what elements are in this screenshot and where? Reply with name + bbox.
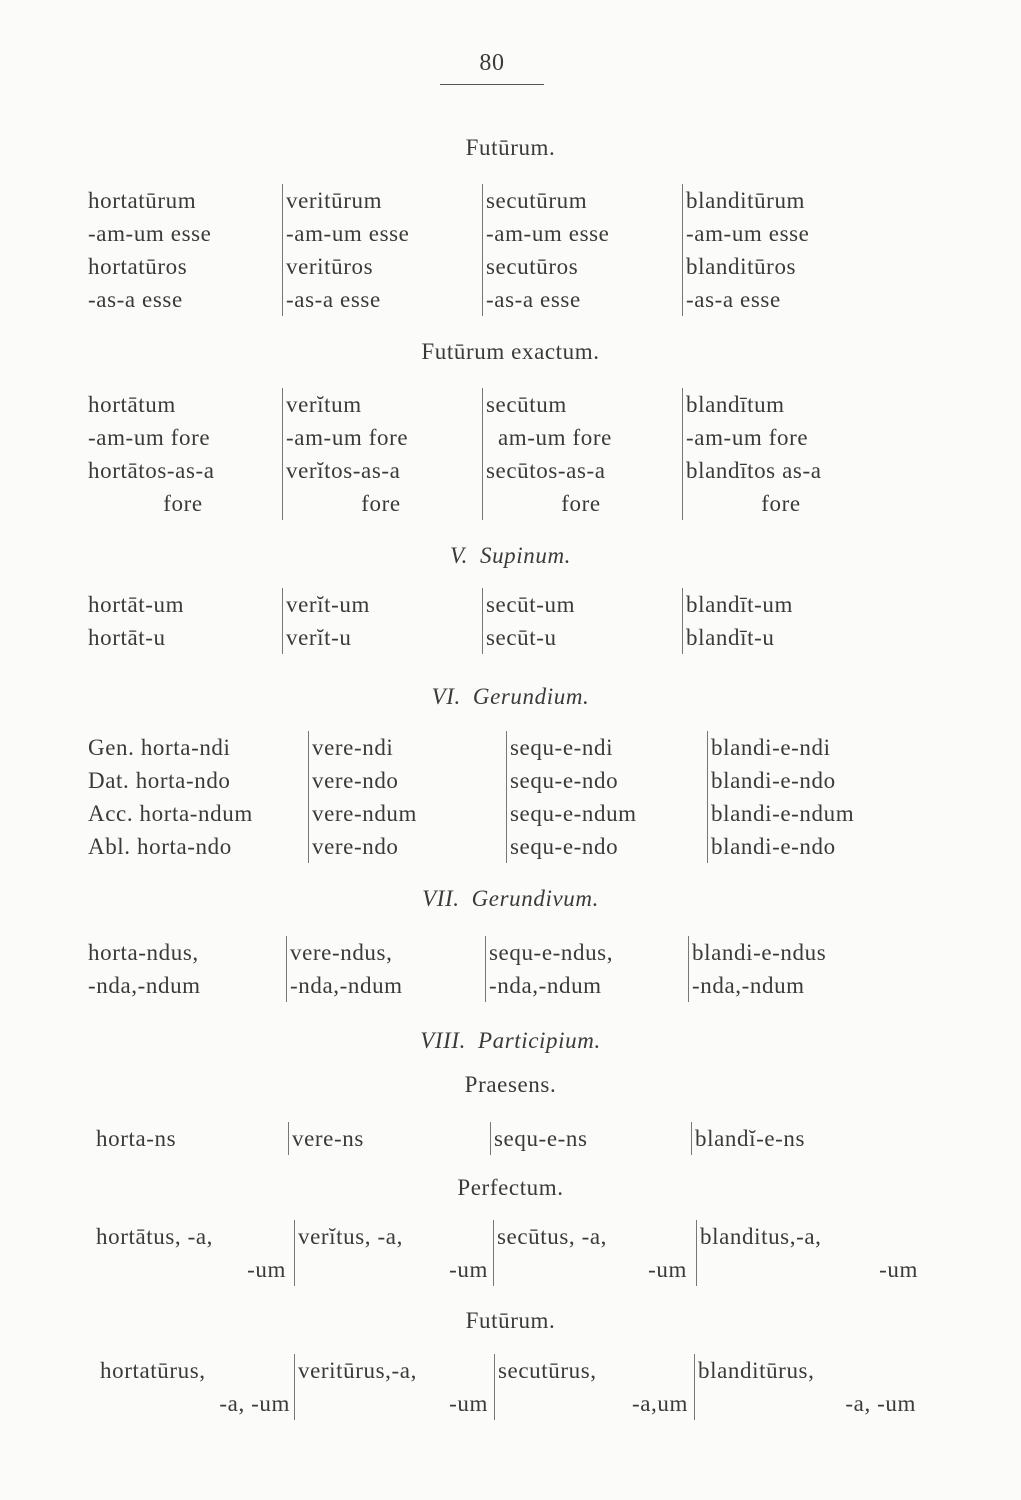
table-cell: veritūrum — [286, 188, 383, 213]
table-cell: horta-ndus, — [88, 940, 199, 965]
table-cell: blanditus,-a, — [700, 1224, 822, 1249]
table-cell: veritūros — [286, 254, 374, 279]
table-cell: secutūrus, — [498, 1358, 597, 1383]
futurum-participium-column-3 — [494, 1354, 688, 1420]
table-cell: hortatūrus, — [100, 1358, 206, 1383]
table-cell: -um — [648, 1257, 687, 1282]
table-cell: sequ-e-ndus, — [489, 940, 614, 965]
table-cell: secūtum — [486, 392, 567, 417]
gerundium-column-2 — [308, 731, 502, 863]
futurum-column-2 — [282, 184, 476, 316]
table-cell: Dat. horta-ndo — [88, 768, 231, 793]
table-cell: hortātum — [88, 392, 176, 417]
table-cell: -am-um fore — [286, 425, 409, 450]
supinum-column-4 — [682, 588, 876, 654]
table-cell: vere-ndo — [312, 834, 399, 859]
perfectum-column-4 — [696, 1220, 918, 1286]
table-cell: fore — [761, 491, 801, 516]
heading-perfectum: Perfectum. — [457, 1175, 564, 1200]
table-cell: vere-ndum — [312, 801, 418, 826]
table-cell: Gen. horta-ndi — [88, 735, 231, 760]
futurum-table — [88, 184, 968, 316]
supinum-column-2 — [282, 588, 476, 654]
futurum-participium-column-1 — [100, 1354, 290, 1420]
page-number: 80 — [479, 50, 505, 76]
table-cell: blandīt-u — [686, 625, 775, 650]
heading-praesens: Praesens. — [464, 1072, 557, 1097]
table-cell: -nda,-ndum — [489, 973, 602, 998]
heading-futurum: Futūrum. — [465, 135, 556, 160]
table-cell: horta-ns — [96, 1126, 177, 1151]
table-cell: secūt-um — [486, 592, 576, 617]
praesens-column-2 — [288, 1122, 482, 1155]
page-number-rule — [440, 84, 544, 85]
gerundium-column-1 — [88, 731, 303, 863]
table-cell: -am-um esse — [486, 221, 610, 246]
table-cell: fore — [561, 491, 601, 516]
perfectum-column-1 — [96, 1220, 286, 1286]
table-cell: secūtos-as-a — [486, 458, 606, 483]
section-title: Supinum. — [479, 543, 572, 568]
table-cell: blandi-e-ndum — [711, 801, 855, 826]
gerundium-column-4 — [707, 731, 911, 863]
futurum-participium-column-4 — [694, 1354, 916, 1420]
section-title: Participium. — [477, 1028, 601, 1053]
table-cell: vere-ndus, — [290, 940, 393, 965]
gerundivum-column-1 — [88, 936, 278, 1002]
table-cell: -am-um esse — [686, 221, 810, 246]
table-cell: am-um fore — [498, 425, 612, 450]
futurum-column-3 — [482, 184, 676, 316]
table-cell: secutūros — [486, 254, 579, 279]
table-cell: vere-ns — [292, 1126, 364, 1151]
table-cell: verĭtum — [286, 392, 362, 417]
table-cell: -am-um esse — [88, 221, 212, 246]
gerundivum-column-4 — [688, 936, 892, 1002]
table-cell: veritūrus,-a, — [298, 1358, 417, 1383]
futurum-exactum-column-2 — [282, 388, 476, 520]
table-cell: -as-a esse — [286, 287, 381, 312]
futurum-exactum-column-1 — [88, 388, 278, 520]
table-cell: -am-um fore — [88, 425, 211, 450]
section-numeral: VI. — [431, 684, 461, 709]
table-cell: -um — [449, 1257, 488, 1282]
futurum-participium-table — [100, 1354, 980, 1420]
futurum-column-1 — [88, 184, 278, 316]
table-cell: sequ-e-ndo — [510, 768, 619, 793]
table-cell: hortātus, -a, — [96, 1224, 214, 1249]
table-cell: hortāt-um — [88, 592, 185, 617]
table-cell: secūt-u — [486, 625, 557, 650]
table-cell: blandīt-um — [686, 592, 793, 617]
table-cell: verĭtus, -a, — [298, 1224, 403, 1249]
heading-gerundivum — [0, 886, 1021, 912]
table-cell: sequ-e-ndum — [510, 801, 637, 826]
table-cell: Acc. horta-ndum — [88, 801, 253, 826]
heading-futurum-exactum: Futūrum exactum. — [421, 339, 600, 364]
praesens-column-1 — [96, 1122, 286, 1155]
table-cell: fore — [163, 491, 203, 516]
table-cell: blandi-e-ndi — [711, 735, 831, 760]
table-cell: hortatūros — [88, 254, 188, 279]
table-cell: blandītum — [686, 392, 785, 417]
table-cell: blandĭ-e-ns — [695, 1126, 806, 1151]
table-cell: -a,um — [631, 1391, 688, 1416]
table-cell: blandi-e-ndo — [711, 834, 836, 859]
table-cell: sequ-e-ndo — [510, 834, 619, 859]
heading-gerundium — [0, 684, 1021, 710]
table-cell: vere-ndo — [312, 768, 399, 793]
table-cell: Abl. horta-ndo — [88, 834, 232, 859]
gerundivum-column-2 — [286, 936, 480, 1002]
table-cell: verĭt-u — [286, 625, 352, 650]
supinum-column-3 — [482, 588, 676, 654]
table-cell: fore — [361, 491, 401, 516]
perfectum-column-2 — [294, 1220, 488, 1286]
table-cell: hortatūrum — [88, 188, 197, 213]
futurum-exactum-column-4 — [682, 388, 876, 520]
table-cell: -um — [879, 1257, 918, 1282]
gerundivum-column-3 — [485, 936, 679, 1002]
praesens-column-4 — [691, 1122, 885, 1155]
table-cell: vere-ndi — [312, 735, 394, 760]
gerundium-table — [88, 731, 968, 863]
section-title: Gerundium. — [472, 684, 590, 709]
futurum-exactum-table — [88, 388, 968, 520]
supinum-table — [88, 588, 968, 654]
table-cell: -am-um esse — [286, 221, 410, 246]
futurum-participium-column-2 — [294, 1354, 488, 1420]
section-title: Gerundivum. — [471, 886, 599, 911]
table-cell: -as-a esse — [686, 287, 781, 312]
table-cell: -nda,-ndum — [88, 973, 201, 998]
table-cell: hortāt-u — [88, 625, 166, 650]
supinum-column-1 — [88, 588, 278, 654]
table-cell: -a, -um — [219, 1391, 290, 1416]
gerundium-column-3 — [506, 731, 700, 863]
table-cell: sequ-e-ns — [494, 1126, 588, 1151]
table-cell: blandi-e-ndus — [692, 940, 827, 965]
table-cell: -nda,-ndum — [692, 973, 805, 998]
table-cell: secūtus, -a, — [497, 1224, 608, 1249]
gerundivum-table — [88, 936, 968, 1002]
perfectum-table — [96, 1220, 976, 1286]
heading-futurum-participium: Futūrum. — [465, 1308, 556, 1333]
perfectum-column-3 — [493, 1220, 687, 1286]
table-cell: verĭt-um — [286, 592, 370, 617]
table-cell: -nda,-ndum — [290, 973, 403, 998]
futurum-exactum-column-3 — [482, 388, 676, 520]
table-cell: -as-a esse — [486, 287, 581, 312]
table-cell: -as-a esse — [88, 287, 183, 312]
praesens-column-3 — [490, 1122, 684, 1155]
table-cell: -um — [449, 1391, 488, 1416]
table-cell: -um — [247, 1257, 286, 1282]
table-cell: blandi-e-ndo — [711, 768, 836, 793]
table-cell: -am-um fore — [686, 425, 809, 450]
heading-supinum — [0, 543, 1021, 569]
table-cell: verĭtos-as-a — [286, 458, 401, 483]
section-numeral: VII. — [422, 886, 460, 911]
section-numeral: VIII. — [420, 1028, 466, 1053]
table-cell: blanditūrus, — [698, 1358, 815, 1383]
heading-participium — [0, 1028, 1021, 1054]
table-cell: hortātos-as-a — [88, 458, 215, 483]
table-cell: secutūrum — [486, 188, 588, 213]
section-numeral: V. — [449, 543, 468, 568]
table-cell: sequ-e-ndi — [510, 735, 614, 760]
praesens-table — [96, 1122, 976, 1155]
table-cell: blanditūrum — [686, 188, 806, 213]
table-cell: -a, -um — [845, 1391, 916, 1416]
futurum-column-4 — [682, 184, 876, 316]
table-cell: blanditūros — [686, 254, 797, 279]
table-cell: blandītos as-a — [686, 458, 822, 483]
